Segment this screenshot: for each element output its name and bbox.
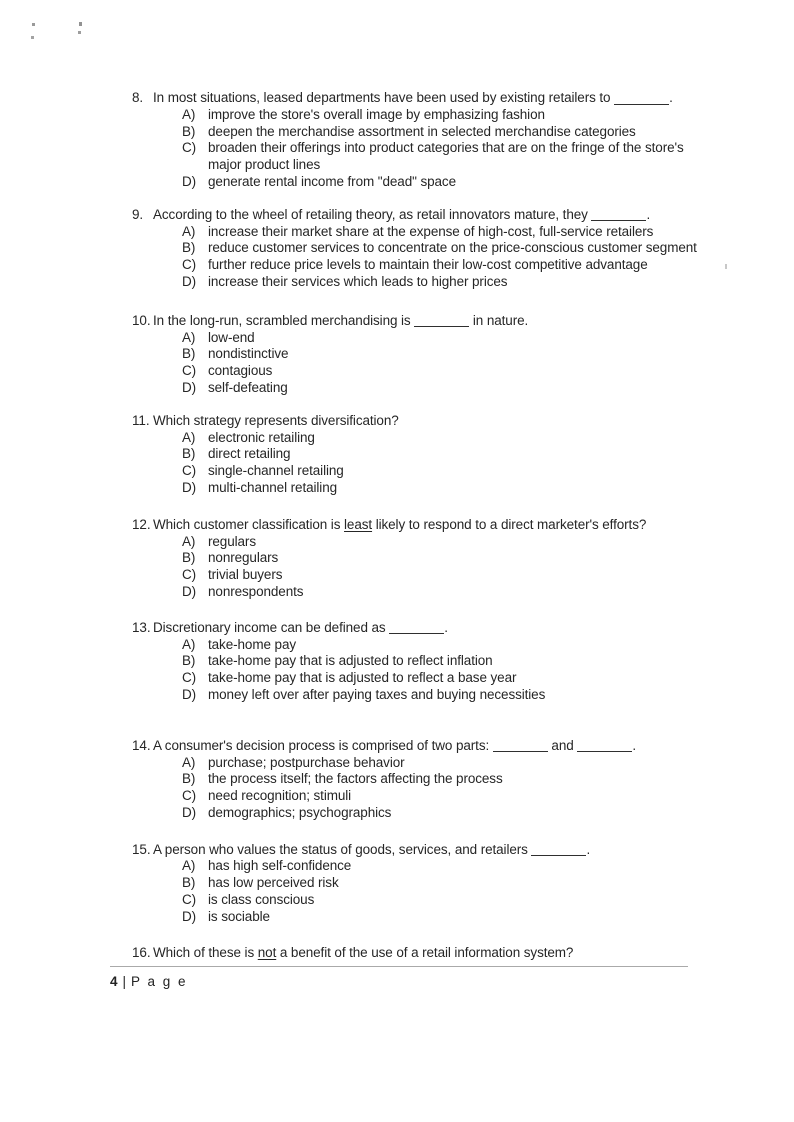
option-text: electronic retailing	[208, 429, 315, 445]
answer-blank	[531, 855, 586, 856]
question-12	[110, 517, 710, 601]
answer-option	[110, 240, 710, 257]
option-text: further reduce price levels to maintain their low-cost competitive advantage	[208, 257, 648, 273]
answer-blank	[591, 220, 646, 221]
option-letter: D)	[182, 686, 197, 702]
option-text: has high self-confidence	[208, 858, 352, 874]
option-text: direct retailing	[208, 446, 291, 462]
option-text: nonregulars	[208, 550, 279, 566]
answer-option	[110, 584, 710, 601]
option-letter: A)	[182, 429, 196, 445]
answer-option	[110, 805, 710, 822]
option-text: improve the store's overall image by emphasizing fashion	[208, 106, 545, 122]
answer-option	[110, 107, 710, 124]
answer-blank	[389, 633, 444, 634]
stem-text: a benefit of the use of a retail information system?	[276, 944, 574, 960]
option-text: take-home pay that is adjusted to reflect inflation	[208, 653, 493, 669]
option-text: nonrespondents	[208, 583, 304, 599]
option-text: need recognition; stimuli	[208, 788, 352, 804]
option-text: has low perceived risk	[208, 875, 339, 891]
question-stem	[153, 945, 710, 962]
answer-option	[110, 430, 710, 447]
scan-artifact	[725, 264, 727, 269]
answer-option	[110, 274, 710, 291]
answer-option	[110, 174, 710, 191]
stem-text: A consumer's decision process is comprised of two parts:	[153, 737, 493, 753]
option-letter: C)	[182, 892, 197, 908]
option-letter: B)	[182, 653, 196, 669]
option-text: regulars	[208, 533, 256, 549]
question-number: 10.	[132, 312, 151, 328]
scan-artifact	[79, 22, 82, 26]
option-text: money left over after paying taxes and buying necessities	[208, 686, 546, 702]
footer-page-label: P a g e	[131, 974, 188, 989]
answer-option	[110, 463, 710, 480]
question-list	[110, 90, 710, 961]
answer-option	[110, 875, 710, 892]
answer-blank	[577, 751, 632, 752]
option-text: reduce customer services to concentrate on the price-conscious customer segment	[208, 240, 697, 256]
option-list	[110, 755, 710, 822]
option-letter: C)	[182, 363, 197, 379]
option-letter: D)	[182, 273, 197, 289]
answer-option	[110, 550, 710, 567]
answer-blank	[493, 751, 548, 752]
stem-text: Which strategy represents diversification?	[153, 412, 399, 428]
option-letter: A)	[182, 636, 196, 652]
stem-text: A person who values the status of goods, services, and retailers	[153, 841, 532, 857]
question-stem	[153, 413, 710, 430]
option-text: the process itself; the factors affecting the process	[208, 771, 503, 787]
stem-text: .	[632, 737, 636, 753]
question-number: 14.	[132, 737, 151, 753]
option-list	[110, 430, 710, 497]
stem-text: In the long-run, scrambled merchandising is	[153, 312, 415, 328]
option-text: multi-channel retailing	[208, 479, 338, 495]
answer-option	[110, 380, 710, 397]
option-letter: A)	[182, 223, 196, 239]
answer-option	[110, 687, 710, 704]
option-text: broaden their offerings into product categories that are on the fringe of the store's major product lines	[208, 140, 684, 173]
question-11	[110, 413, 710, 497]
option-letter: C)	[182, 257, 197, 273]
option-text: purchase; postpurchase behavior	[208, 754, 405, 770]
question-number: 16.	[132, 944, 151, 960]
question-15	[110, 842, 710, 926]
option-letter: D)	[182, 479, 197, 495]
answer-option	[110, 567, 710, 584]
question-number: 8.	[132, 90, 144, 105]
answer-option	[110, 330, 710, 347]
question-16	[110, 945, 710, 962]
question-number: 12.	[132, 516, 151, 532]
answer-blank	[614, 104, 669, 105]
stem-text: likely to respond to a direct marketer's efforts?	[372, 516, 647, 532]
footer-page-number: 4	[110, 974, 118, 989]
option-text: generate rental income from "dead" space	[208, 173, 456, 189]
footer-separator: |	[122, 974, 127, 989]
answer-option	[110, 858, 710, 875]
answer-option	[110, 771, 710, 788]
option-letter: C)	[182, 140, 197, 156]
stem-text: .	[669, 90, 673, 105]
question-number: 11.	[132, 412, 150, 428]
question-10	[110, 313, 710, 397]
question-stem	[153, 90, 710, 107]
scan-artifact	[78, 31, 81, 34]
option-letter: C)	[182, 567, 197, 583]
stem-text: .	[586, 841, 591, 857]
option-letter: B)	[182, 240, 196, 256]
answer-option	[110, 257, 710, 274]
question-14	[110, 738, 710, 822]
question-number: 9.	[132, 206, 144, 222]
option-letter: B)	[182, 771, 196, 787]
option-text: is sociable	[208, 908, 270, 924]
option-text: increase their market share at the expense of high-cost, full-service retailers	[208, 223, 654, 239]
answer-option	[110, 534, 710, 551]
question-number: 13.	[132, 619, 151, 635]
option-letter: C)	[182, 670, 197, 686]
stem-text: .	[444, 619, 448, 635]
question-stem	[153, 842, 710, 859]
option-list	[110, 637, 710, 704]
stem-text: not	[257, 944, 277, 960]
question-stem	[153, 738, 710, 755]
answer-option	[110, 446, 710, 463]
answer-option	[110, 140, 710, 174]
stem-text: According to the wheel of retailing theory, as retail innovators mature, they	[153, 206, 592, 222]
scan-artifact	[32, 23, 35, 26]
scan-artifact	[31, 36, 34, 39]
option-text: contagious	[208, 363, 273, 379]
option-letter: B)	[182, 550, 196, 566]
question-stem	[153, 517, 710, 534]
answer-option	[110, 637, 710, 654]
option-letter: A)	[182, 754, 196, 770]
option-letter: C)	[182, 788, 197, 804]
stem-text: and	[547, 737, 578, 753]
option-list	[110, 534, 710, 601]
option-letter: A)	[182, 329, 196, 345]
stem-text: In most situations, leased departments have been used by existing retailers to	[153, 90, 615, 105]
option-list	[110, 224, 710, 291]
stem-text: .	[646, 206, 651, 222]
answer-option	[110, 892, 710, 909]
question-stem	[153, 207, 710, 224]
option-letter: D)	[182, 379, 197, 395]
option-letter: A)	[182, 858, 196, 874]
question-number: 15.	[132, 841, 151, 857]
answer-option	[110, 224, 710, 241]
option-text: nondistinctive	[208, 346, 289, 362]
answer-option	[110, 480, 710, 497]
option-text: take-home pay that is adjusted to reflect a base year	[208, 670, 517, 686]
option-text: low-end	[208, 329, 255, 345]
option-text: increase their services which leads to higher prices	[208, 273, 508, 289]
option-letter: B)	[182, 446, 196, 462]
option-letter: A)	[182, 106, 196, 122]
question-stem	[153, 313, 710, 330]
option-text: demographics; psychographics	[208, 804, 392, 820]
answer-blank	[414, 326, 469, 327]
answer-option	[110, 653, 710, 670]
option-text: deepen the merchandise assortment in selected merchandise categories	[208, 123, 636, 139]
question-13	[110, 620, 710, 704]
option-letter: B)	[182, 875, 196, 891]
option-list	[110, 107, 710, 191]
answer-option	[110, 788, 710, 805]
option-text: self-defeating	[208, 379, 288, 395]
option-list	[110, 330, 710, 397]
question-9	[110, 207, 710, 291]
option-text: take-home pay	[208, 636, 296, 652]
option-letter: B)	[182, 123, 196, 139]
question-stem	[153, 620, 710, 637]
answer-option	[110, 909, 710, 926]
option-letter: D)	[182, 173, 197, 189]
option-letter: D)	[182, 804, 197, 820]
footer-divider	[110, 966, 688, 967]
option-letter: B)	[182, 346, 196, 362]
option-letter: C)	[182, 463, 197, 479]
option-letter: D)	[182, 583, 197, 599]
option-list	[110, 858, 710, 925]
question-8	[110, 90, 710, 191]
option-text: single-channel retailing	[208, 463, 344, 479]
stem-text: Discretionary income can be defined as	[153, 619, 390, 635]
answer-option	[110, 346, 710, 363]
stem-text: Which customer classification is	[153, 516, 345, 532]
option-letter: A)	[182, 533, 196, 549]
option-text: is class conscious	[208, 892, 315, 908]
answer-option	[110, 363, 710, 380]
stem-text: least	[344, 516, 373, 532]
stem-text: Which of these is	[153, 944, 258, 960]
option-letter: D)	[182, 908, 197, 924]
answer-option	[110, 755, 710, 772]
option-text: trivial buyers	[208, 567, 283, 583]
stem-text: in nature.	[469, 312, 529, 328]
answer-option	[110, 670, 710, 687]
page-footer	[110, 974, 188, 989]
answer-option	[110, 124, 710, 141]
